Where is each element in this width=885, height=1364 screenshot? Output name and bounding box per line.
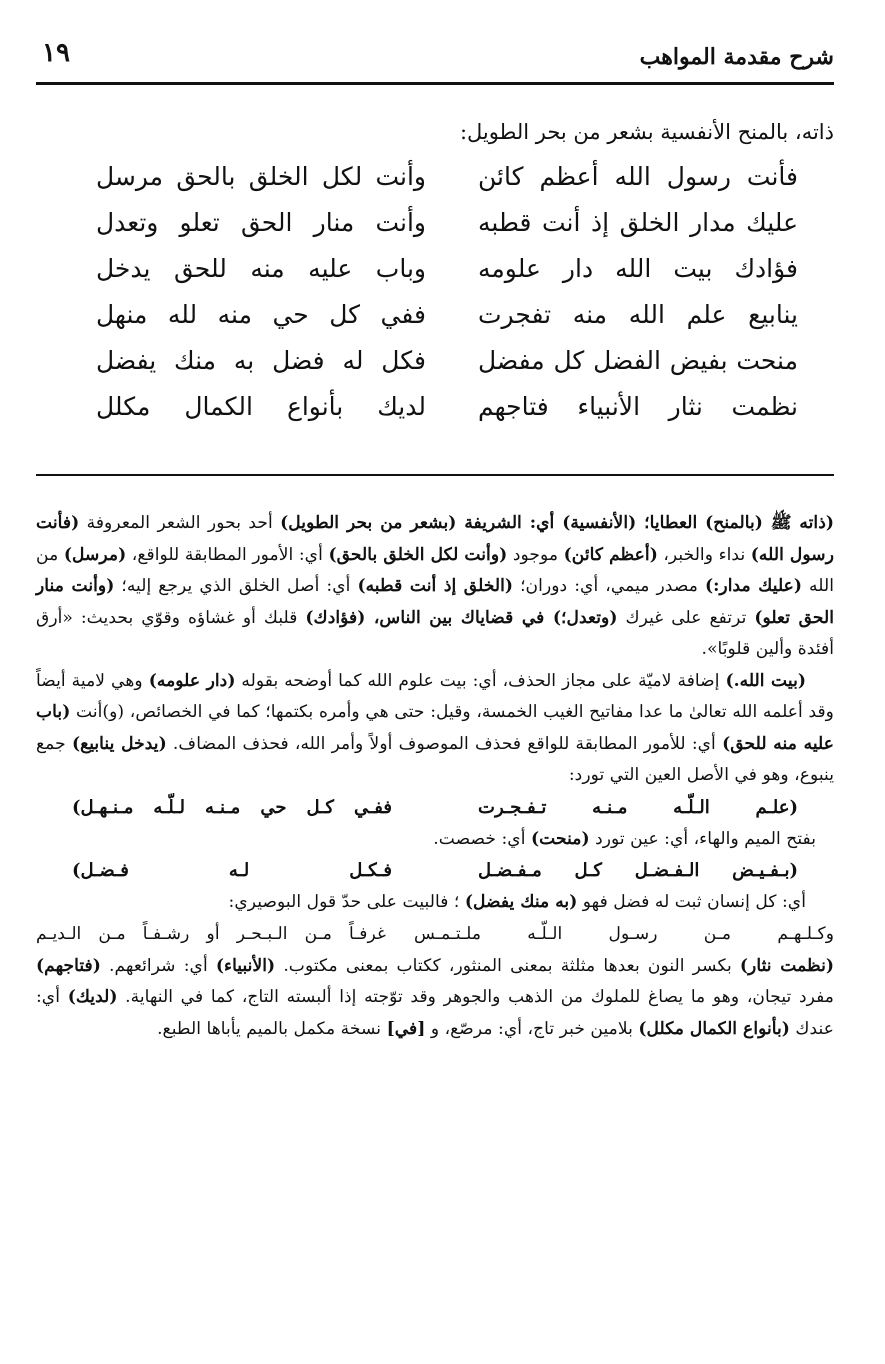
- text-segment: إضافة لاميّة على مجاز الحذف، أي: بيت علوم الله كما أوضحه بقوله: [235, 670, 726, 691]
- commentary-paragraph-4: [36, 951, 834, 1046]
- commentary-paragraph-1: [36, 508, 834, 666]
- verse-2: [96, 208, 798, 254]
- bold-segment: (وأنت منار الحق تعلو): [36, 576, 835, 628]
- text-segment: أي: أصل الخلق الذي يرجع إليه؛: [114, 576, 358, 596]
- text-segment: أي: خصصت.: [433, 828, 531, 849]
- verse-first-hemistich: ينابيع علم الله منه تفجرت: [478, 300, 798, 329]
- bold-segment: (مرسل): [63, 544, 127, 565]
- verse-5: [96, 346, 798, 392]
- text-segment: مصدر ميمي، أي: دوران؛: [513, 576, 705, 596]
- bold-segment: (دار علومه): [148, 670, 236, 691]
- verse-second-hemistich: ففي كل حي منه لله منهل: [96, 300, 426, 329]
- quoted-verse-1-first-hemistich: (علـم الـلّـه مـنـه تـفـجـرت: [478, 796, 798, 818]
- verse-first-hemistich: نظمت نثار الأنبياء فتاجهم: [478, 392, 798, 421]
- commentary-paragraph-3: [36, 887, 834, 919]
- verse-first-hemistich: عليك مدار الخلق إذ أنت قطبه: [478, 208, 798, 237]
- verse-first-hemistich: فؤادك بيت الله دار علومه: [478, 254, 798, 283]
- text-segment: نداء والخبر،: [657, 544, 751, 565]
- verse-second-hemistich: وأنت لكل الخلق بالحق مرسل: [96, 162, 426, 191]
- bold-segment: (باب عليه منه للحق): [36, 702, 834, 754]
- busiri-verse: [36, 919, 834, 951]
- bold-segment: (بأنواع الكمال مكلل): [638, 1018, 790, 1039]
- bold-segment: (وتعدل؛) في قضاياك بين الناس، (فؤادك): [305, 607, 618, 628]
- text-segment: أي: الأمور المطابقة للواقع،: [126, 544, 329, 565]
- text-segment: أي: كل إنسان ثبت له فضل فهو: [577, 892, 806, 912]
- text-segment: ترتفع على غيرك: [617, 607, 755, 628]
- quoted-verse-2-second-hemistich: فـكـل لـه فـضـل): [72, 860, 392, 881]
- bold-segment: (فأنت رسول الله): [36, 513, 834, 565]
- commentary-paragraph-2: [36, 666, 834, 792]
- header-rule: [36, 82, 834, 85]
- text-segment: بفتح الميم والهاء، أي: عين تورد: [589, 828, 816, 849]
- text-segment: أي: شرائعهم.: [100, 955, 216, 976]
- text-segment: قلبك أو غشاؤه وقوّي بحديث: «أرق أفئدة وألين قلوبًا».: [36, 607, 834, 659]
- text-segment: نسخة مكمل بالميم يأباها الطبع.: [157, 1018, 387, 1039]
- bold-segment: (الأنبياء): [215, 955, 276, 976]
- text-segment: مفرد تيجان، وهو ما يصاغ للملوك من الذهب والجوهر وقد توّجته إذا ألبسته التاج، كما في النهاية.: [117, 987, 835, 1007]
- bold-segment: (منحت): [530, 828, 590, 849]
- bold-segment: (أعظم كائن): [563, 544, 658, 565]
- commentary: [36, 508, 834, 1045]
- quoted-verse-2: [36, 855, 834, 887]
- poem: [96, 162, 798, 438]
- page-number: ١٩: [42, 38, 70, 68]
- verse-3: [96, 254, 798, 300]
- verse-second-hemistich: وباب عليه منه للحق يدخل: [96, 254, 426, 283]
- bold-segment: (عليك مدار:): [704, 576, 803, 596]
- bold-segment: (ذاته ﷺ (بالمنح) العطايا؛ (الأنفسية) أي: الشريفة (بشعر من بحر الطويل): [280, 513, 834, 533]
- text-segment: أي: للأمور المطابقة للواقع فحذف الموصوف أولاً وأمر الله، فحذف المضاف.: [166, 733, 723, 754]
- text-segment: بلامين خبر تاج، أي: مرصّع، و: [425, 1018, 639, 1039]
- verse-first-hemistich: منحت بفيض الفضل كل مفضل: [478, 346, 798, 375]
- text-segment: موجود: [507, 544, 564, 565]
- quoted-verse-1: [36, 792, 834, 824]
- text-segment: ؛ فالبيت على حدّ قول البوصيري:: [228, 892, 465, 912]
- text-segment: أي: عندك: [36, 987, 834, 1039]
- page-header: [36, 34, 834, 78]
- text-segment: جمع ينبوع، وهو في الأصل العين التي تورد:: [36, 733, 834, 785]
- text-segment: بكسر النون بعدها مثلثة بمعنى المنثور، ككتاب بمعنى مكتوب.: [275, 955, 740, 976]
- verse-second-hemistich: لديك بأنواع الكمال مكلل: [96, 392, 426, 421]
- busiri-verse-second-hemistich: غرفـاً مـن الـبـحـر أو رشـفـاً مـن الـديـم: [36, 923, 386, 944]
- bold-segment: (يدخل ينابيع): [71, 733, 167, 754]
- verse-first-hemistich: فأنت رسول الله أعظم كائن: [478, 162, 798, 191]
- busiri-verse-first-hemistich: وكـلـهـم مـن رسـول الـلّـه ملـتـمـس: [414, 923, 834, 944]
- bold-segment: (لديك): [67, 987, 118, 1007]
- verse-second-hemistich: فكل له فضل به منك يفضل: [96, 346, 426, 375]
- bold-segment: (به منك يفضل): [464, 892, 578, 912]
- verse-second-hemistich: وأنت منار الحق تعلو وتعدل: [96, 208, 426, 237]
- bold-segment: (الخلق إذ أنت قطبه): [357, 576, 514, 596]
- quoted-verse-2-first-hemistich: (بـفـيـض الـفـضـل كـل مـفـضـل: [478, 860, 798, 881]
- quoted-verse-1-second-hemistich: ففـي كـل حي مـنـه لـلّـه مـنـهـل): [72, 796, 392, 818]
- text-segment: وهي لامية أيضاً وقد أعلمه الله تعالىٰ ما عدا مفاتيح الغيب الخمسة، وقيل: حتى هي وأمره بكتمها؛ كما في الخصائص، (و)أنت: [36, 670, 834, 722]
- verse-1: [96, 162, 798, 208]
- text-segment: أحد بحور الشعر المعروفة: [79, 513, 281, 533]
- commentary-note-1: [36, 824, 834, 856]
- bold-segment: (وأنت لكل الخلق بالحق): [328, 544, 508, 565]
- text-segment: من الله: [36, 544, 834, 596]
- verse-4: [96, 300, 798, 346]
- book-page: [36, 34, 834, 1334]
- bold-segment: (بيت الله.): [725, 670, 807, 691]
- verse-6: [96, 392, 798, 438]
- bold-segment: (نظمت نثار): [739, 955, 835, 976]
- running-title: شرح مقدمة المواهب: [639, 44, 834, 70]
- bold-segment: [في]: [386, 1018, 426, 1039]
- section-divider: [36, 474, 834, 476]
- bold-segment: (فتاجهم): [36, 955, 101, 976]
- intro-line: ذاته، بالمنح الأنفسية بشعر من بحر الطويل:: [459, 120, 834, 144]
